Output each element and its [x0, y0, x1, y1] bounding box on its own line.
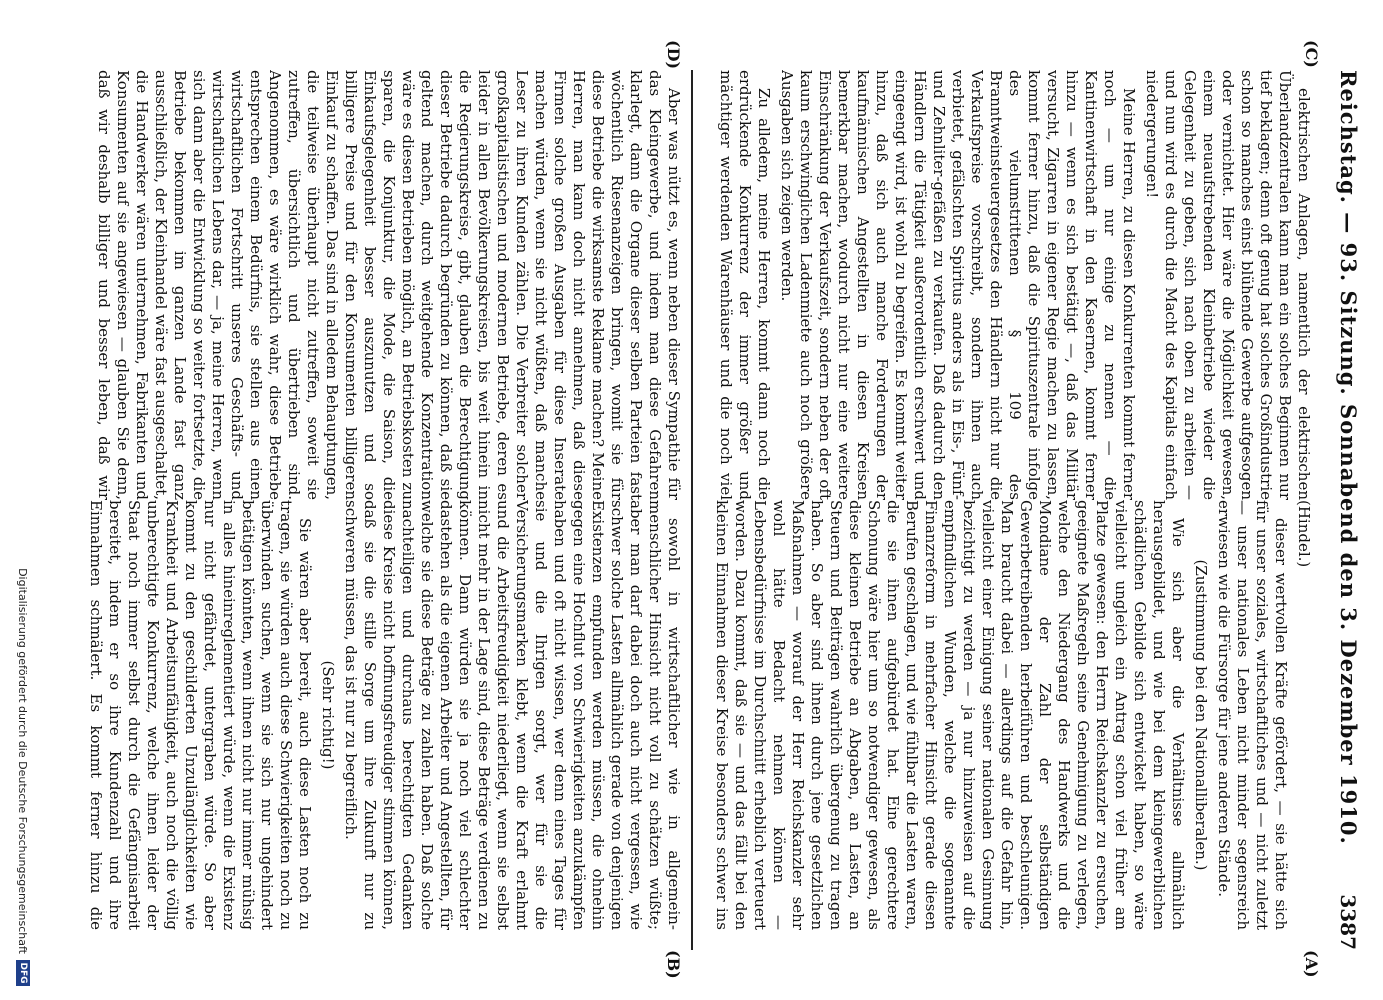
margin-marker-d: (D) [664, 40, 683, 70]
dfg-logo-icon: DFG [16, 960, 30, 986]
paragraph: Wie sich aber die Verhältnisse allmählich herausgebildet, und wie bei dem kleingewerblichen schädlichen Gebilde sich entwickelt haben, so wäre vielleicht ungleich ein Antrag schon viel früher am Platze gewesen: den Herrn Reichskanzler zu ersuchen, geeignete Maßregeln seine Genehmigung zu verlegen, welche den Niedergang des Handwerks und die Mondiane der Zahl der selbständigen Gewerbetreibenden herbeiführen und beschleunigen. Man braucht dabei — allerdings auf die Gefahr hin, vielleicht einer Einigung seiner nationalen Gesinnung bezichtigt zu werden — ja nur hinzuweisen auf die empfindlichen Wunden, welche die sogenannte Finanzreform in mehrfacher Hinsicht gerade diesen Berufen geschlagen, und wie fühlbar die Lasten waren, die sie ihnen aufgebürdet hat. Eine gerechtere Schonung wäre hier um so notwendiger gewesen, als diese kleinen Betriebe an Abgaben, an Lasten, an Steuern und Beiträgen wahrlich übergenug zu tragen haben. So aber sind ihnen durch jene gesetzlichen Maßnahmen — worauf der Herr Reichskanzler sehr wohl hätte Bedacht nehmen können — Lebensbedürfnisse im Durchschnitt erheblich verteuert worden. Dazu kommt, daß sie — und das fällt bei den kleinen Einnahmen dieser Kreise besonders schwer ins [713, 500, 1187, 930]
right-column-bottom [83, 70, 683, 500]
page-number: 3387 [1336, 894, 1360, 950]
paragraph: sowohl in wirtschaftlicher wie in allgemein-menschlicher Hinsicht nicht voll zu schätzen wüßte; aber man darf dabei doch auch nicht vergessen, wie schwer solche Lasten allmählich gerade von denjenigen Existenzen empfunden werden müssen, die ohnehin gegen eine Hochflut von Schwierigkeiten anzukämpfen haben und oft nicht wissen, wer denn eines Tages für sie und die Ihrigen sorgt, wer für sie die Versicherungsmarken klebt, wenn die Kraft erlahmt und die Arbeitsfreudigkeit niederliegt, wenn sie selbst nicht mehr in der Lage sind, diese Beträge verdienen zu können. Dann würden sie ja noch viel schlechter dastehen als die eigenen Arbeiter und Angestellten, für welche sie diese Beträge zu zahlen haben. Daß solche nachteiligen und durchaus berechtigten Gedanken diese Kreise nicht hoffnungsfreudiger stimmen können, daß sie die stille Sorge um ihre Zukunft nur zu schweren müssen, das ist nur zu begreiflich. [342, 500, 683, 930]
horizontal-rule [691, 70, 693, 950]
right-column-top [703, 70, 1313, 500]
margin-marker-b: (B) [664, 950, 683, 979]
interjection: (Sehr richtig!) [319, 660, 337, 770]
speaker-label: (Hindel.) [1295, 500, 1313, 568]
page-title: Reichstag. — 93. Sitzung. Sonnabend den 3. Dezember 1910. [1336, 70, 1361, 845]
paragraph: Sie wären aber bereit, auch diese Lasten noch zu tragen, sie würden auch diese Schwierigkeiten noch zu überwinden suchen, wenn sie sich nur ungehindert betätigen könnten, wenn ihnen nicht nur immer mühsig in alles hineinreglementiert würde, wenn die Existenz nur nicht gefährdet, untergraben würde. So aber kommt zu den geschilderten Unzulänglichkeiten wie Krankheit und Arbeitsunfähigkeit, auch noch die völlig unberechtigte Konkurrenz, welche ihnen leider der Staat noch immer selbst durch die Gefängnisarbeit bereitet, indem er so ihre Kundenzahl und ihre Einnahmen schmälert. Es kommt ferner hinzu die [87, 500, 314, 930]
paragraph: elektrischen Anlagen, namentlich der elektrischen Überlandzentralen kann man ein solches Beginnen nur tief beklagen; denn oft genug hat solches Großindustrie schon so manches einst blühende Gewerbe aufgesogen oder vernichtet. Hier wäre die Möglichkeit gewesen, einem neuaufstrebenden Kleinbetriebe wieder die Gelegenheit zu geben, sich nach oben zu arbeiten — und nun wird es durch die Macht des Kapitals einfach niedergerungen! [1143, 70, 1313, 500]
interjection: (Zustimmung bei den Nationalliberalen.) [1192, 559, 1210, 871]
margin-marker-c: (C) [1302, 40, 1321, 68]
margin-marker-a: (A) [1302, 950, 1321, 978]
paragraph: dieser wertvollen Kräfte gefördert, — sie hätte sich für unser soziales, wirtschaftliches und — nicht zuletzt — unser nationales Leben nicht minder segensreich erwiesen wie die Fürsorge für jene anderen Stände. [1215, 500, 1290, 930]
footer [3, 0, 43, 1000]
footer-credit: Digitalisierung gefördert durch die Deutsche Forschungsgemeinschaft [16, 568, 30, 954]
left-column-bottom [83, 500, 683, 930]
page-header [1321, 70, 1361, 950]
paragraph: Zu alledem, meine Herren, kommt dann noch die erdrückende Konkurrenz der immer größer und mächtiger werdenden Warenhäuser und die noch viel [717, 70, 773, 500]
paragraph: Meine Herren, zu diesen Konkurrenten kommt ferner noch — um nur einige zu nennen — die Kantinenwirtschaft in den Kasernen, kommt ferner hinzu — wenn es sich bestätigt —, daß das Militär versucht, Zigarren in eigener Regie machen zu lassen, kommt ferner hinzu, daß die Spirituszentrale infolge des vielumstrittenen § 109 des Branntweinsteuergesetzes den Händlern nicht nur die Verkaufspreise vorschreibt, sondern ihnen auch verbietet, gefälschten Spiritus anders als in Eis-, Fünf- und Zehnliter-gefäßen zu verkaufen. Daß dadurch den Händlern die Tätigkeit außerordentlich erschwert und eingeengt wird, ist wohl zu begreifen. Es kommt weiter hinzu, daß sich auch manche Forderungen der kaufmännischen Angestellten in diesen Kreisen bemerkbar machen, wodurch nicht nur eine weitere Einschränkung der Verkaufszeit, sondern neben der oft kaum erschwinglichen Ladenmiete auch noch größere Ausgaben sich zeigen werden. [778, 70, 1138, 500]
left-column-top [703, 500, 1313, 930]
paragraph: Aber was nützt es, wenn neben dieser Sympathie für das Kleingewerbe, und indem man diese Gefahren klarlegt, dann die Organe dieser selben Parteien fast wöchentlich Riesenanzeigen bringen, womit sie für diese Betriebe die wirksamste Reklame machen? Meine Herren, man kann doch nicht annehmen, daß diese Firmen solche großen Ausgaben für diese Inserate machen würden, wenn sie nicht wüßten, daß manche Leser zu ihren Kunden zählen. Die Verbreiter solcher großkapitalistischen und modernen Betriebe, deren es leider in allen Bevölkerungskreisen, bis weit hinein in die Regierungskreise, gibt, glauben die Berechtigung dieser Betriebe dadurch begründen zu können, daß sie geltend machen, durch weitgehende Konzentration wäre es diesen Betrieben möglich, an Betriebskosten zu sparen, die Konjunktur, die Mode, die Saison, die Einkaufsgelegenheit besser auszunutzen und so billigere Preise und für den Konsumenten billigeren Einkauf zu schaffen. Das sind in alledem Behauptungen, die teilweise überhaupt nicht zutreffen, soweit sie zutreffen, übersichtlich und übertrieben sind. Angenommen, es wäre wirklich wahr, diese Betriebe entsprechen einem Bedürfnis, sie stellen aus einen wirtschaftlichen Fortschritt unseres Geschäfts- und wirtschaftlichen Lebens dar, — ja, meine Herren, wenn sich dann aber die Entwicklung so weiter fortsetzte, die Betriebe bekommen im ganzen Lande fast ganz ausschließlich, der Kleinhandel wäre fast ausgeschaltet, die Handwerker wären unternehmen, Fabrikanten und Konsumenten auf sie angewiesen — glauben Sie denn, daß wir deshalb billiger und besser leben, daß wir [95, 70, 683, 500]
